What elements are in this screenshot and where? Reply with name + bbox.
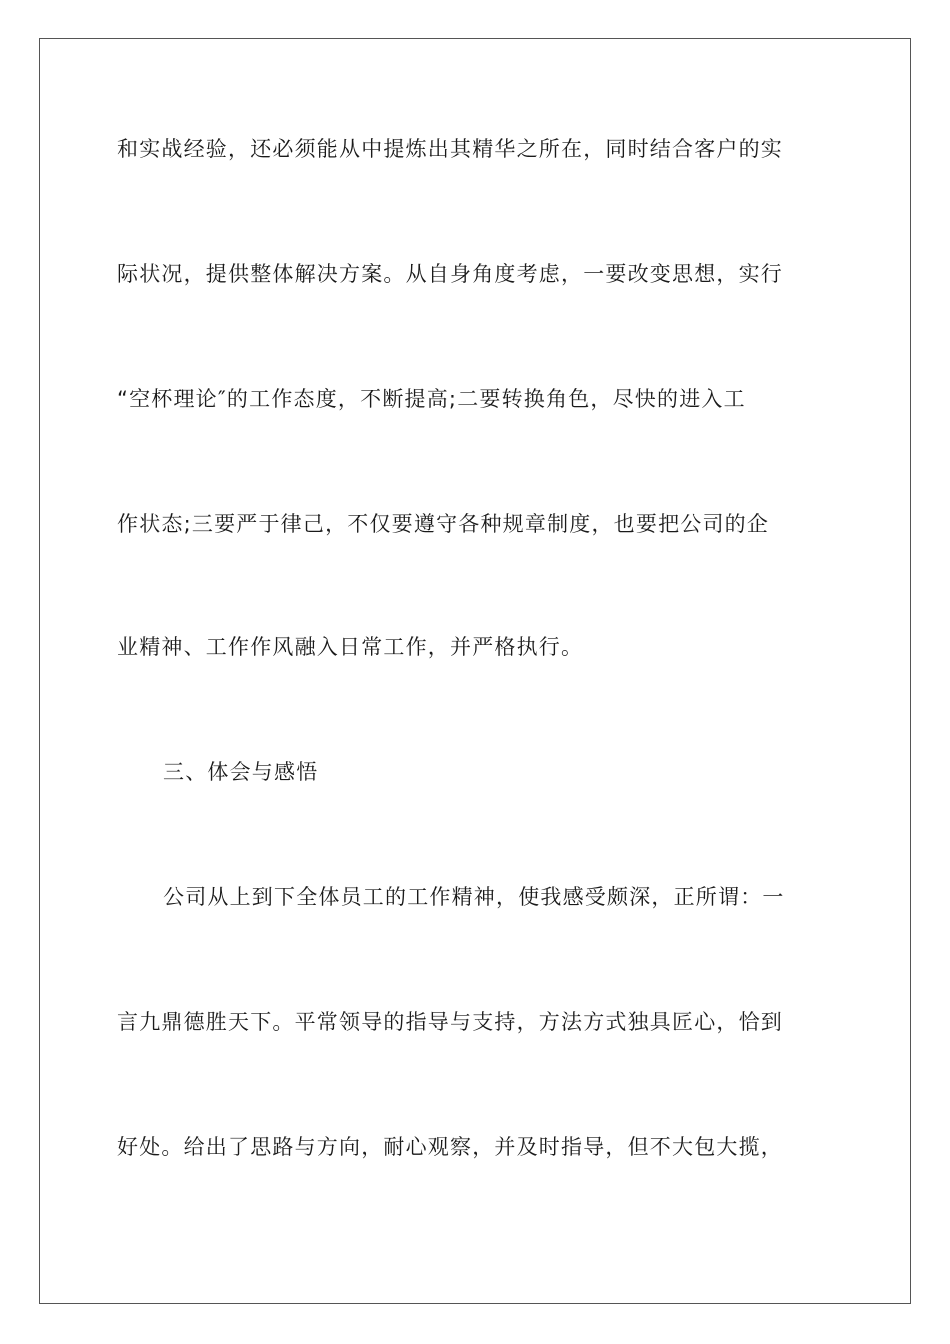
paragraph2-line-3: 好处。给出了思路与方向，耐心观察，并及时指导，但不大包大揽， xyxy=(117,1135,783,1159)
paragraph-line-5: 业精神、工作作风融入日常工作，并严格执行。 xyxy=(117,635,584,659)
paragraph-line-1: 和实战经验，还必须能从中提炼出其精华之所在，同时结合客户的实 xyxy=(117,137,783,161)
paragraph2-line-2: 言九鼎德胜天下。平常领导的指导与支持，方法方式独具匠心，恰到 xyxy=(117,1010,783,1034)
paragraph2-line-1: 公司从上到下全体员工的工作精神，使我感受颇深，正所谓：一 xyxy=(163,885,785,909)
page-border xyxy=(39,38,911,1304)
paragraph-line-3: “空杯理论″的工作态度，不断提高;二要转换角色，尽快的进入工 xyxy=(117,387,746,411)
paragraph-line-2: 际状况，提供整体解决方案。从自身角度考虑，一要改变思想，实行 xyxy=(117,262,783,286)
section-heading: 三、体会与感悟 xyxy=(163,760,319,784)
paragraph-line-4: 作状态;三要严于律己，不仅要遵守各种规章制度，也要把公司的企 xyxy=(117,512,770,536)
